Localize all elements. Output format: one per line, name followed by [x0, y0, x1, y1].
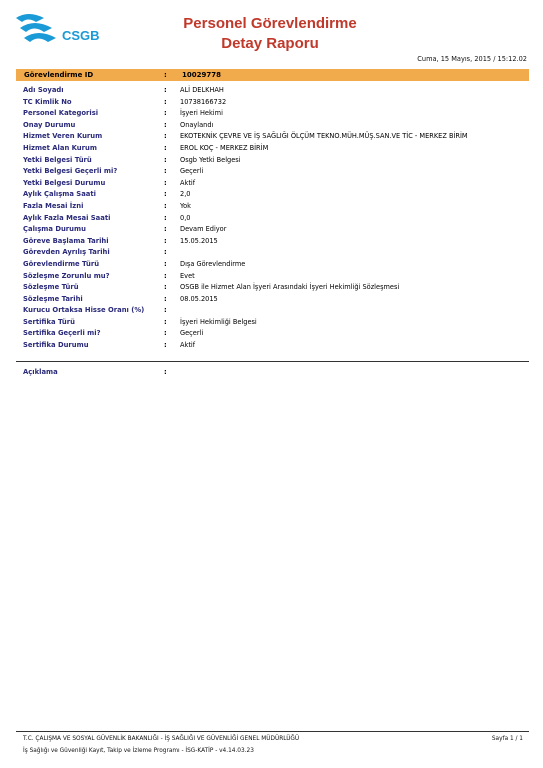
field-value: Aktif [180, 341, 196, 350]
field-row [0, 295, 543, 307]
field-value: 2,0 [180, 190, 191, 199]
field-value: Osgb Yetki Belgesi [180, 155, 241, 164]
field-row [0, 98, 543, 110]
field-label: Hizmet Alan Kurum [23, 143, 97, 152]
field-colon: : [164, 271, 167, 280]
footer-ministry: T.C. ÇALIŞMA VE SOSYAL GÜVENLİK BAKANLIĞI - İŞ SAĞLIĞI VE GÜVENLİĞİ GENEL MÜDÜRLÜĞÜ [23, 736, 300, 742]
id-colon: : [164, 70, 167, 79]
field-colon: : [164, 109, 167, 118]
field-colon: : [164, 120, 167, 129]
aciklama-colon: : [164, 368, 167, 376]
csgb-logo [14, 12, 119, 46]
field-label: Görevlendirme Türü [23, 259, 100, 268]
id-bar [16, 69, 529, 81]
field-colon: : [164, 248, 167, 257]
field-row [0, 318, 543, 330]
field-label: Sözleşme Zorunlu mu? [23, 271, 110, 280]
field-colon: : [164, 294, 167, 303]
field-label: Göreve Başlama Tarihi [23, 236, 109, 245]
field-row [0, 109, 543, 121]
field-row [0, 341, 543, 353]
field-row [0, 248, 543, 260]
field-row [0, 121, 543, 133]
field-label: Yetki Belgesi Durumu [23, 178, 106, 187]
csgb-logo-icon [14, 12, 119, 46]
field-value: EKOTEKNİK ÇEVRE VE İŞ SAĞLIĞI ÖLÇÜM TEKNO.MÜH.MÜŞ.SAN.VE TİC - MERKEZ BİRİM [180, 132, 468, 141]
field-label: TC Kimlik No [23, 97, 72, 106]
field-row [0, 214, 543, 226]
field-row [0, 190, 543, 202]
field-colon: : [164, 155, 167, 164]
field-colon: : [164, 259, 167, 268]
field-value: İşyeri Hekimi [180, 109, 223, 118]
field-colon: : [164, 236, 167, 245]
field-value: İşyeri Hekimliği Belgesi [180, 317, 257, 326]
field-label: Adı Soyadı [23, 86, 64, 94]
report-subtitle: Detay Raporu [221, 35, 319, 52]
field-row [0, 202, 543, 214]
field-colon: : [164, 213, 167, 222]
field-value: 08.05.2015 [180, 294, 218, 303]
field-label: Aylık Çalışma Saati [23, 190, 96, 199]
field-label: Personel Kategorisi [23, 109, 99, 118]
field-value: Evet [180, 271, 195, 280]
field-colon: : [164, 317, 167, 326]
field-row [0, 283, 543, 295]
field-colon: : [164, 329, 167, 338]
field-value: 0,0 [180, 213, 191, 222]
field-label: Yetki Belgesi Geçerli mi? [23, 167, 118, 176]
field-label: Fazla Mesai İzni [23, 201, 84, 210]
field-row [0, 306, 543, 318]
field-row [0, 260, 543, 272]
field-label: Görevden Ayrılış Tarihi [23, 248, 110, 257]
field-row [0, 225, 543, 237]
field-value: ALİ DELKHAH [180, 86, 224, 94]
field-value: Onaylandı [180, 120, 214, 129]
field-value: Devam Ediyor [180, 225, 227, 234]
field-colon: : [164, 178, 167, 187]
field-row [0, 86, 543, 98]
field-colon: : [164, 97, 167, 106]
field-value: EROL KOÇ - MERKEZ BİRİM [180, 143, 269, 152]
field-label: Aylık Fazla Mesai Saati [23, 213, 111, 222]
footer-program: İş Sağlığı ve Güvenliği Kayıt, Takip ve İzleme Programı - İSG-KATİP - v4.14.03.23 [23, 748, 254, 754]
field-label: Sözleşme Türü [23, 283, 79, 292]
field-value: 15.05.2015 [180, 236, 218, 245]
field-label: Hizmet Veren Kurum [23, 132, 103, 141]
id-label: Görevlendirme ID [24, 70, 94, 79]
field-label: Sertifika Türü [23, 317, 75, 326]
field-row [0, 272, 543, 284]
field-label: Çalışma Durumu [23, 225, 86, 234]
field-colon: : [164, 341, 167, 350]
field-colon: : [164, 283, 167, 292]
field-row [0, 144, 543, 156]
report-date: Cuma, 15 Mayıs, 2015 / 15:12.02 [417, 55, 527, 63]
field-row [0, 167, 543, 179]
field-value: 10738166732 [180, 97, 227, 106]
divider [16, 361, 529, 362]
field-colon: : [164, 167, 167, 176]
field-colon: : [164, 225, 167, 234]
field-value: Geçerli [180, 329, 204, 338]
field-label: Kurucu Ortaksa Hisse Oranı (%) [23, 306, 145, 315]
field-list [0, 86, 543, 353]
field-label: Onay Durumu [23, 120, 76, 129]
field-label: Sertifika Geçerli mi? [23, 329, 101, 338]
field-row [0, 156, 543, 168]
field-label: Sertifika Durumu [23, 341, 89, 350]
field-colon: : [164, 190, 167, 199]
field-row [0, 179, 543, 191]
field-value: Dışa Görevlendirme [180, 259, 246, 268]
field-label: Sözleşme Tarihi [23, 294, 83, 303]
id-value: 10029778 [182, 70, 221, 79]
report-title: Personel Görevlendirme [183, 15, 357, 32]
aciklama-label: Açıklama [23, 368, 58, 376]
field-colon: : [164, 143, 167, 152]
page-number: Sayfa 1 / 1 [491, 736, 523, 742]
footer-divider [16, 731, 529, 732]
field-label: Yetki Belgesi Türü [23, 155, 92, 164]
field-row [0, 329, 543, 341]
field-value: Geçerli [180, 167, 204, 176]
field-value: Yok [180, 201, 192, 210]
field-colon: : [164, 201, 167, 210]
field-colon: : [164, 86, 167, 94]
field-colon: : [164, 306, 167, 315]
field-value: Aktif [180, 178, 196, 187]
field-colon: : [164, 132, 167, 141]
aciklama-row [0, 368, 543, 380]
field-value: OSGB ile Hizmet Alan İşyeri Arasındaki İşyeri Hekimliği Sözleşmesi [180, 283, 400, 292]
field-row [0, 237, 543, 249]
logo-text: CSGB [62, 28, 100, 43]
field-row [0, 132, 543, 144]
